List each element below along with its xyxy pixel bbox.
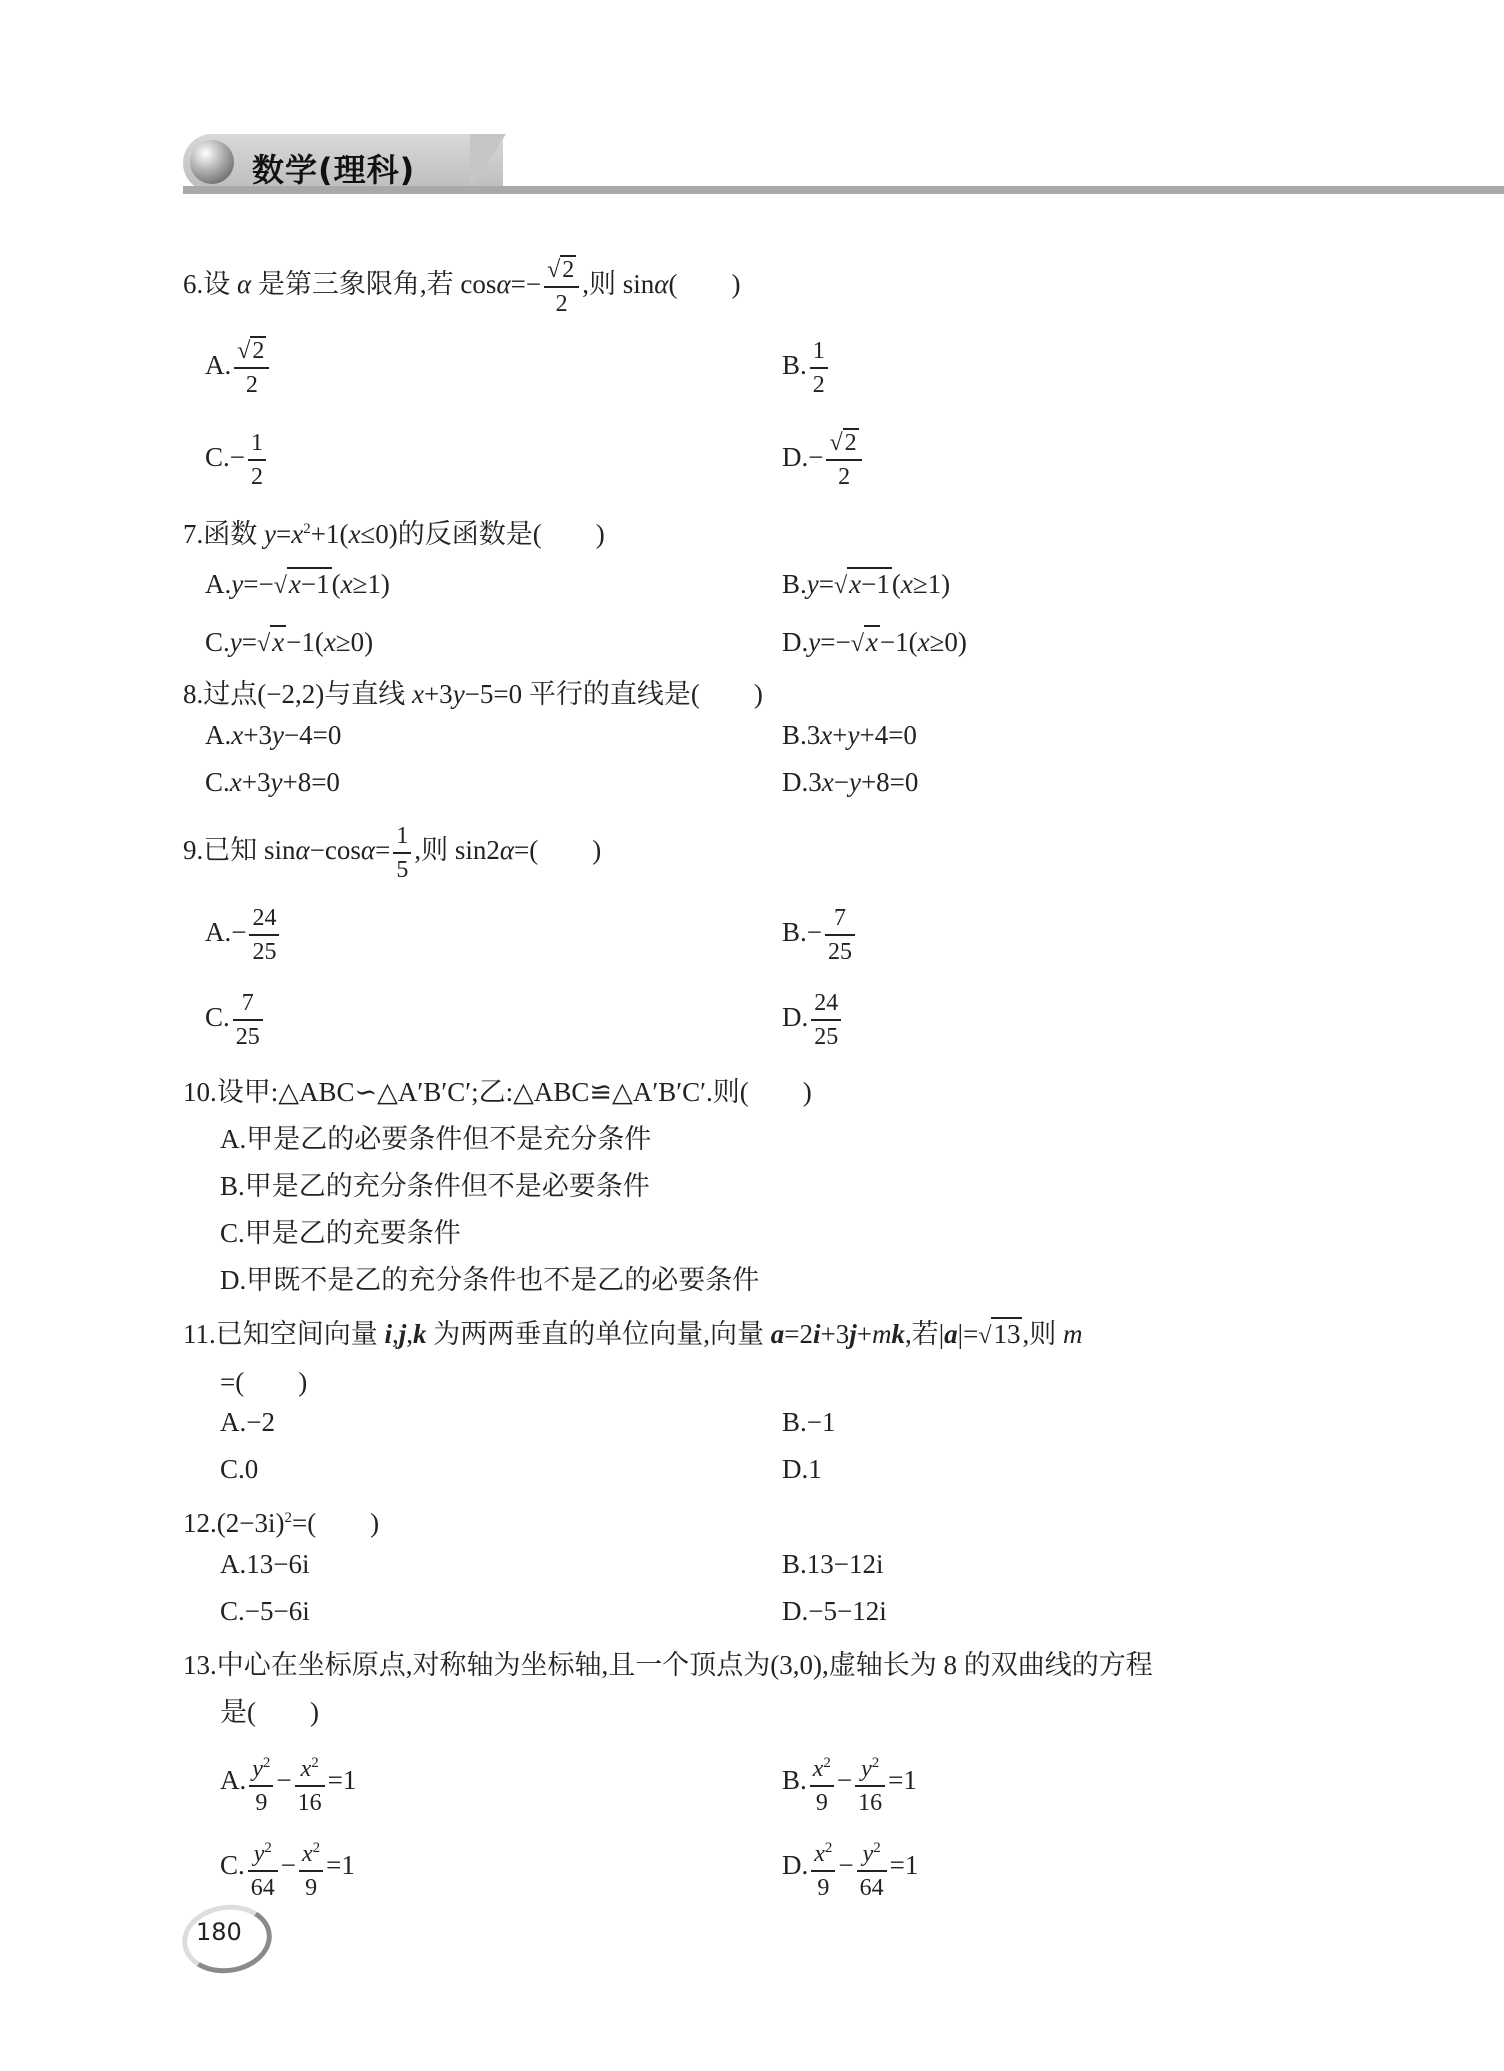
question-7-option-b[interactable]: B.y=√x−1(x≥1) [782,569,951,599]
question-6-option-b[interactable]: B. $\frac{1}{2}$ [782,335,831,401]
question-12-stem: $12.(2-3i)^2=$( ) [183,1508,380,1538]
question-11-stem-continued: =( ) [220,1367,308,1397]
question-10-stem: 10.设甲:△ABC∽△A′B′C′;乙:△ABC≌△A′B′C′.则( ) [183,1077,812,1107]
question-6-stem: 6.设 α 是第三象限角,若 cosα=− $\frac{√2}{2}$ ,则 sinα( ) [183,254,740,320]
question-12-option-c[interactable]: C.−5−6i [220,1596,310,1626]
question-13-stem: 13.中心在坐标原点,对称轴为坐标轴,且一个顶点为(3,0),虚轴长为 8 的双曲线的方程 [183,1650,1153,1680]
question-12-option-a[interactable]: A.13−6i [220,1549,310,1579]
question-9-stem: 9.已知 sinα−cosα= $\frac{1}{5}$ ,则 sin2α=( ) [183,820,601,886]
question-9-option-c[interactable]: C. $\frac{7}{25}$ [205,987,266,1053]
question-13-option-b[interactable]: B. $\frac{x^2}{9}$ − $\frac{y^2}{16}$ =1 [782,1747,917,1819]
header-ball-icon [190,140,234,184]
question-7-option-a[interactable]: A.y=−√x−1(x≥1) [205,569,390,599]
question-12-option-b[interactable]: B.13−12i [782,1549,884,1579]
subject-title: 数学(理科) [252,151,416,189]
question-11-option-d[interactable]: D.1 [782,1454,822,1484]
question-13-option-d[interactable]: D. $\frac{x^2}{9}$ − $\frac{y^2}{64}$ =1 [782,1832,918,1904]
question-8-option-d[interactable]: D.3x−y+8=0 [782,767,919,797]
question-6-option-d[interactable]: D.− $\frac{√2}{2}$ [782,427,865,493]
question-6-option-c[interactable]: C.− $\frac{1}{2}$ [205,427,269,493]
question-11-option-b[interactable]: B.−1 [782,1407,836,1437]
question-9-option-a[interactable]: A.− $\frac{24}{25}$ [205,902,282,968]
question-9-option-d[interactable]: D. $\frac{24}{25}$ [782,987,844,1053]
question-6-option-a[interactable]: A. $\frac{√2}{2}$ [205,335,272,401]
question-11-option-a[interactable]: A.−2 [220,1407,275,1437]
question-10-option-a[interactable]: A.甲是乙的必要条件但不是充分条件 [220,1124,652,1154]
question-11-stem: 11.已知空间向量 i,j,k 为两两垂直的单位向量,向量 a=2i+3j+mk,若|a|=√13,则 m [183,1319,1083,1349]
question-12-option-d[interactable]: D.−5−12i [782,1596,887,1626]
question-7-stem: 7.函数 $y=x^2+1(x\le 0)$的反函数是( ) [183,519,605,549]
question-10-option-d[interactable]: D.甲既不是乙的充分条件也不是乙的必要条件 [220,1265,760,1295]
question-8-option-c[interactable]: C.x+3y+8=0 [205,767,340,797]
question-10-option-b[interactable]: B.甲是乙的充分条件但不是必要条件 [220,1171,650,1201]
page-number: 180 [196,1918,242,1946]
question-8-option-b[interactable]: B.3x+y+4=0 [782,720,917,750]
question-13-stem-continued: 是( ) [220,1697,319,1727]
question-9-option-b[interactable]: B.− $\frac{7}{25}$ [782,902,858,968]
question-7-option-d[interactable]: D.y=−√x−1(x≥0) [782,627,967,657]
question-8-option-a[interactable]: A.x+3y−4=0 [205,720,342,750]
question-11-option-c[interactable]: C.0 [220,1454,259,1484]
question-8-stem: 8.过点(−2,2)与直线 x+3y−5=0 平行的直线是( ) [183,679,763,709]
question-10-option-c[interactable]: C.甲是乙的充要条件 [220,1218,461,1248]
question-7-option-c[interactable]: C.y=√x−1(x≥0) [205,627,374,657]
header-tab-wedge [470,134,506,192]
question-13-option-a[interactable]: A. $\frac{y^2}{9}$ − $\frac{x^2}{16}$ =1 [220,1747,356,1819]
question-13-option-c[interactable]: C. $\frac{y^2}{64}$ − $\frac{x^2}{9}$ =1 [220,1832,355,1904]
